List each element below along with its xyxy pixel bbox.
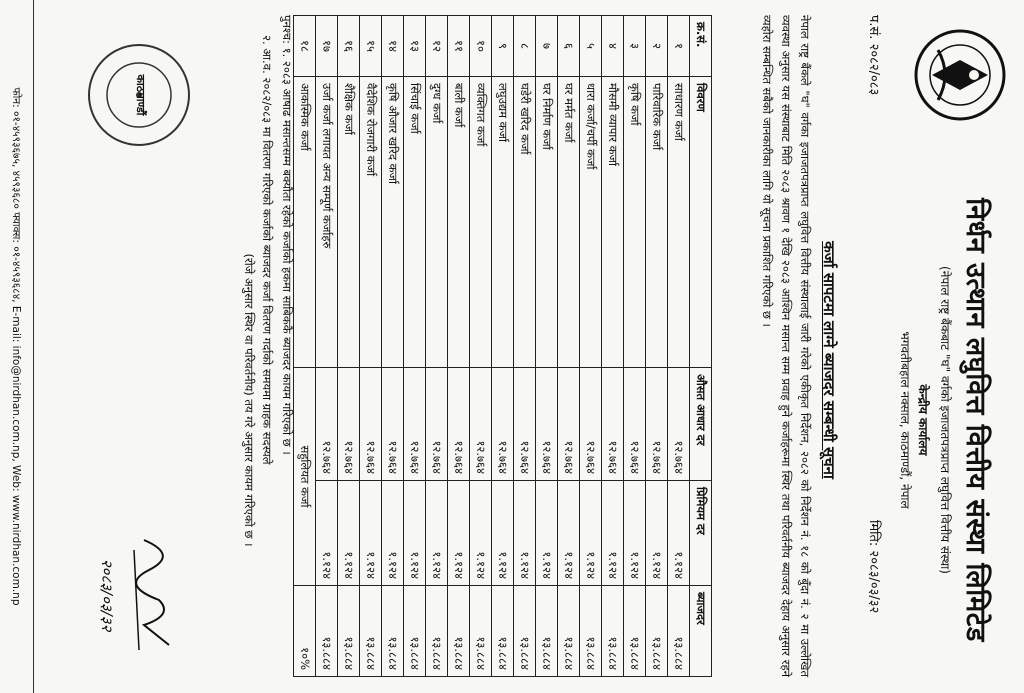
table-row-concessional bbox=[294, 16, 316, 677]
table-row bbox=[580, 16, 602, 677]
cell-interest-rate: १३.८८४ bbox=[316, 586, 338, 677]
table-row bbox=[536, 16, 558, 677]
cell-description: बाली कर्जा bbox=[448, 77, 470, 368]
cell-description: धारा कर्जा/चर्पी कर्जा bbox=[580, 77, 602, 368]
cell-base-rate: १२.७६४ bbox=[536, 368, 558, 481]
stamp-text: काठमाण्डौं bbox=[134, 74, 147, 116]
signature-scribble-icon bbox=[119, 530, 189, 660]
table-header-row bbox=[690, 16, 712, 677]
notice-title: कर्जा सापटमा लाग्ने ब्याजदर सम्बन्धी सूचना bbox=[820, 241, 838, 479]
cell-description: घडेरी खरिद कर्जा bbox=[514, 77, 536, 368]
table-row bbox=[624, 16, 646, 677]
cell-interest-rate: १३.८८४ bbox=[536, 586, 558, 677]
table-row bbox=[668, 16, 690, 677]
cell-base-rate: १२.७६४ bbox=[558, 368, 580, 481]
table-row bbox=[492, 16, 514, 677]
cell-sn: ११ bbox=[448, 16, 470, 77]
cell-interest-rate: १३.८८४ bbox=[580, 586, 602, 677]
cell-sn: १८ bbox=[294, 16, 316, 77]
cell-base-rate: १२.७६४ bbox=[470, 368, 492, 481]
cell-premium: १.१२४ bbox=[558, 481, 580, 586]
org-title: निर्धन उत्थान लघुवित्त वित्तीय संस्था लिमिटेड bbox=[960, 198, 991, 642]
cell-description: उर्जा कर्जा लगायत अन्य सम्पूर्ण कर्जाहरु bbox=[316, 77, 338, 368]
cell-sn: ८ bbox=[514, 16, 536, 77]
cell-premium: १.१२४ bbox=[536, 481, 558, 586]
notice-date: मिति: २०८३/०३/३२ bbox=[866, 520, 881, 614]
cell-description: लघुउद्यम कर्जा bbox=[492, 77, 514, 368]
cell-base-rate: १२.७६४ bbox=[514, 368, 536, 481]
cell-interest-rate: १३.८८४ bbox=[668, 586, 690, 677]
cell-premium: १.१२४ bbox=[580, 481, 602, 586]
cell-sn: ६ bbox=[558, 16, 580, 77]
cell-base-rate: १२.७६४ bbox=[602, 368, 624, 481]
cell-description: आकस्मिक कर्जा bbox=[294, 77, 316, 368]
cell-interest-rate: १३.८८४ bbox=[382, 586, 404, 677]
cell-sn: ४ bbox=[602, 16, 624, 77]
col-header-description: विवरण bbox=[690, 77, 712, 368]
table-row bbox=[360, 16, 382, 677]
cell-sn: ९ bbox=[492, 16, 514, 77]
table-row bbox=[558, 16, 580, 677]
cell-premium: १.१२४ bbox=[316, 481, 338, 586]
cell-sn: १५ bbox=[360, 16, 382, 77]
cell-base-rate: १२.७६४ bbox=[360, 368, 382, 481]
cell-base-rate: १२.७६४ bbox=[382, 368, 404, 481]
cell-description: दुग्ध कर्जा bbox=[426, 77, 448, 368]
reference-number: प.सं. २०८२/०८३ bbox=[866, 15, 881, 96]
cell-sn: १२ bbox=[426, 16, 448, 77]
table-row bbox=[382, 16, 404, 677]
table-row bbox=[426, 16, 448, 677]
org-subtitle: (नेपाल राष्ट्र बैंकबाट "घ" वर्गको इजाजतपत्रप्राप्त लघुवित्त वित्तीय संस्था) bbox=[938, 266, 952, 574]
cell-premium: १.१२४ bbox=[404, 481, 426, 586]
cell-sn: १७ bbox=[316, 16, 338, 77]
cell-description: सिंचाई कर्जा bbox=[404, 77, 426, 368]
cell-concessional-label: सहुलियत कर्जा bbox=[294, 368, 316, 586]
cell-sn: ३ bbox=[624, 16, 646, 77]
cell-interest-rate: १०% bbox=[294, 586, 316, 677]
cell-premium: १.१२४ bbox=[602, 481, 624, 586]
cell-interest-rate: १३.८८४ bbox=[338, 586, 360, 677]
cell-sn: ५ bbox=[580, 16, 602, 77]
cell-base-rate: १२.७६४ bbox=[624, 368, 646, 481]
cell-interest-rate: १३.८८४ bbox=[360, 586, 382, 677]
official-stamp bbox=[84, 40, 194, 150]
table-row bbox=[448, 16, 470, 677]
cell-base-rate: १२.७६४ bbox=[404, 368, 426, 481]
cell-interest-rate: १३.८८४ bbox=[558, 586, 580, 677]
cell-premium: १.१२४ bbox=[360, 481, 382, 586]
cell-premium: १.१२४ bbox=[448, 481, 470, 586]
cell-interest-rate: १३.८८४ bbox=[602, 586, 624, 677]
cell-description: वैदेशिक रोजगारी कर्जा bbox=[360, 77, 382, 368]
table-row bbox=[470, 16, 492, 677]
cell-description: घर निर्माण कर्जा bbox=[536, 77, 558, 368]
table-row bbox=[514, 16, 536, 677]
notice-body: नेपाल राष्ट्र बैंकले "घ" वर्गका इजाजतपत्रप्राप्त लघुवित्त वित्तीय संस्थालाई जारी गरेको एकीकृत निर्देशन, २०८२ को निर्देशन नं. १८ को बुँदा नं. २ मा उल्लेखित व्यवस्था अनुसार यस संस्थाबाट मिति २०८३ श्रावण १ देखि २०८३ आश्विन मसान्त सम्म प्रवाह हुने कर्जाहरूमा स्थिर तथा परिवर्तनीय ब्याजदर देहाय अनुसार रहने व्यहोरा सम्बन्धित सबैको जानकारीका लागि यो सूचना प्रकाशित गरिएको छ । bbox=[760, 15, 812, 677]
cell-description: कृषि औजार खरिद कर्जा bbox=[382, 77, 404, 368]
cell-description: शैक्षिक कर्जा bbox=[338, 77, 360, 368]
cell-premium: १.१२४ bbox=[492, 481, 514, 586]
table-row bbox=[646, 16, 668, 677]
col-header-interest-rate: ब्याजदर bbox=[690, 586, 712, 677]
table-row bbox=[404, 16, 426, 677]
cell-interest-rate: १३.८८४ bbox=[514, 586, 536, 677]
office-label: केन्द्रीय कार्यालय bbox=[916, 384, 930, 456]
office-address: भगवतीबहाल नक्साल, काठमाण्डौं, नेपाल bbox=[898, 331, 912, 509]
cell-sn: १ bbox=[668, 16, 690, 77]
cell-interest-rate: १३.८८४ bbox=[492, 586, 514, 677]
cell-base-rate: १२.७६४ bbox=[338, 368, 360, 481]
cell-interest-rate: १३.८८४ bbox=[404, 586, 426, 677]
cell-sn: १६ bbox=[338, 16, 360, 77]
cell-sn: १० bbox=[470, 16, 492, 77]
cell-premium: १.१२४ bbox=[470, 481, 492, 586]
table-row bbox=[316, 16, 338, 677]
table-row bbox=[602, 16, 624, 677]
cell-premium: १.१२४ bbox=[646, 481, 668, 586]
cell-interest-rate: १३.८८४ bbox=[624, 586, 646, 677]
cell-premium: १.१२४ bbox=[426, 481, 448, 586]
cell-interest-rate: १३.८८४ bbox=[426, 586, 448, 677]
cell-description: पारिवारिक कर्जा bbox=[646, 77, 668, 368]
cell-interest-rate: १३.८८४ bbox=[470, 586, 492, 677]
cell-base-rate: १२.७६४ bbox=[316, 368, 338, 481]
footnote-2: २. आ.व. २०८२/०८३ मा वितरण गरिएको कर्जाको ब्याजदर कर्जा वितरण गर्दाको समयमा ग्राहक सदस्यले bbox=[260, 35, 274, 465]
col-header-sn: क्र.सं. bbox=[690, 16, 712, 77]
cell-description: मौसमी व्यापार कर्जा bbox=[602, 77, 624, 368]
cell-base-rate: १२.७६४ bbox=[646, 368, 668, 481]
cell-base-rate: १२.७६४ bbox=[492, 368, 514, 481]
col-header-base-rate: औसत आधार दर bbox=[690, 368, 712, 481]
interest-rate-table bbox=[293, 15, 712, 677]
cell-sn: २ bbox=[646, 16, 668, 77]
cell-premium: १.१२४ bbox=[514, 481, 536, 586]
cell-sn: ७ bbox=[536, 16, 558, 77]
cell-base-rate: १२.७६४ bbox=[426, 368, 448, 481]
cell-description: व्यक्तिगत कर्जा bbox=[470, 77, 492, 368]
cell-base-rate: १२.७६४ bbox=[668, 368, 690, 481]
signature-block bbox=[79, 530, 189, 660]
cell-interest-rate: १३.८८४ bbox=[448, 586, 470, 677]
cell-description: घर मर्मत कर्जा bbox=[558, 77, 580, 368]
table-row bbox=[338, 16, 360, 677]
logo-emblem-icon bbox=[910, 20, 1010, 130]
footnote-3: (रोजे अनुसार स्थिर वा परिवर्तनीय) तय गरे अनुसार कायम गरिएको छ । bbox=[242, 253, 256, 547]
cell-premium: १.१२४ bbox=[338, 481, 360, 586]
cell-interest-rate: १३.८८४ bbox=[646, 586, 668, 677]
cell-description: कृषि कर्जा bbox=[624, 77, 646, 368]
footnote-1: पुनश्च: १. २०८३ आषाढ मसान्तसम्म बक्यौता रहेको कर्जाको हकमा साबिककै ब्याजदर कायम गरिएको छ । bbox=[280, 15, 294, 455]
cell-premium: १.१२४ bbox=[668, 481, 690, 586]
cell-description: साधारण कर्जा bbox=[668, 77, 690, 368]
cell-sn: १४ bbox=[382, 16, 404, 77]
signature-date: २०८३/०३/३२ bbox=[98, 558, 116, 632]
cell-premium: १.१२४ bbox=[382, 481, 404, 586]
cell-base-rate: १२.७६४ bbox=[448, 368, 470, 481]
contact-footer: फोन: ०१-४५९३६७५, ४५९३६८० फ्याक्स: ०१-४५९३६८४, E-mail: info@nirdhan.com.np, Web: www.nirdhan.com.np bbox=[0, 0, 34, 693]
cell-base-rate: १२.७६४ bbox=[580, 368, 602, 481]
cell-premium: १.१२४ bbox=[624, 481, 646, 586]
col-header-premium: प्रिमियम दर bbox=[690, 481, 712, 586]
cell-sn: १३ bbox=[404, 16, 426, 77]
